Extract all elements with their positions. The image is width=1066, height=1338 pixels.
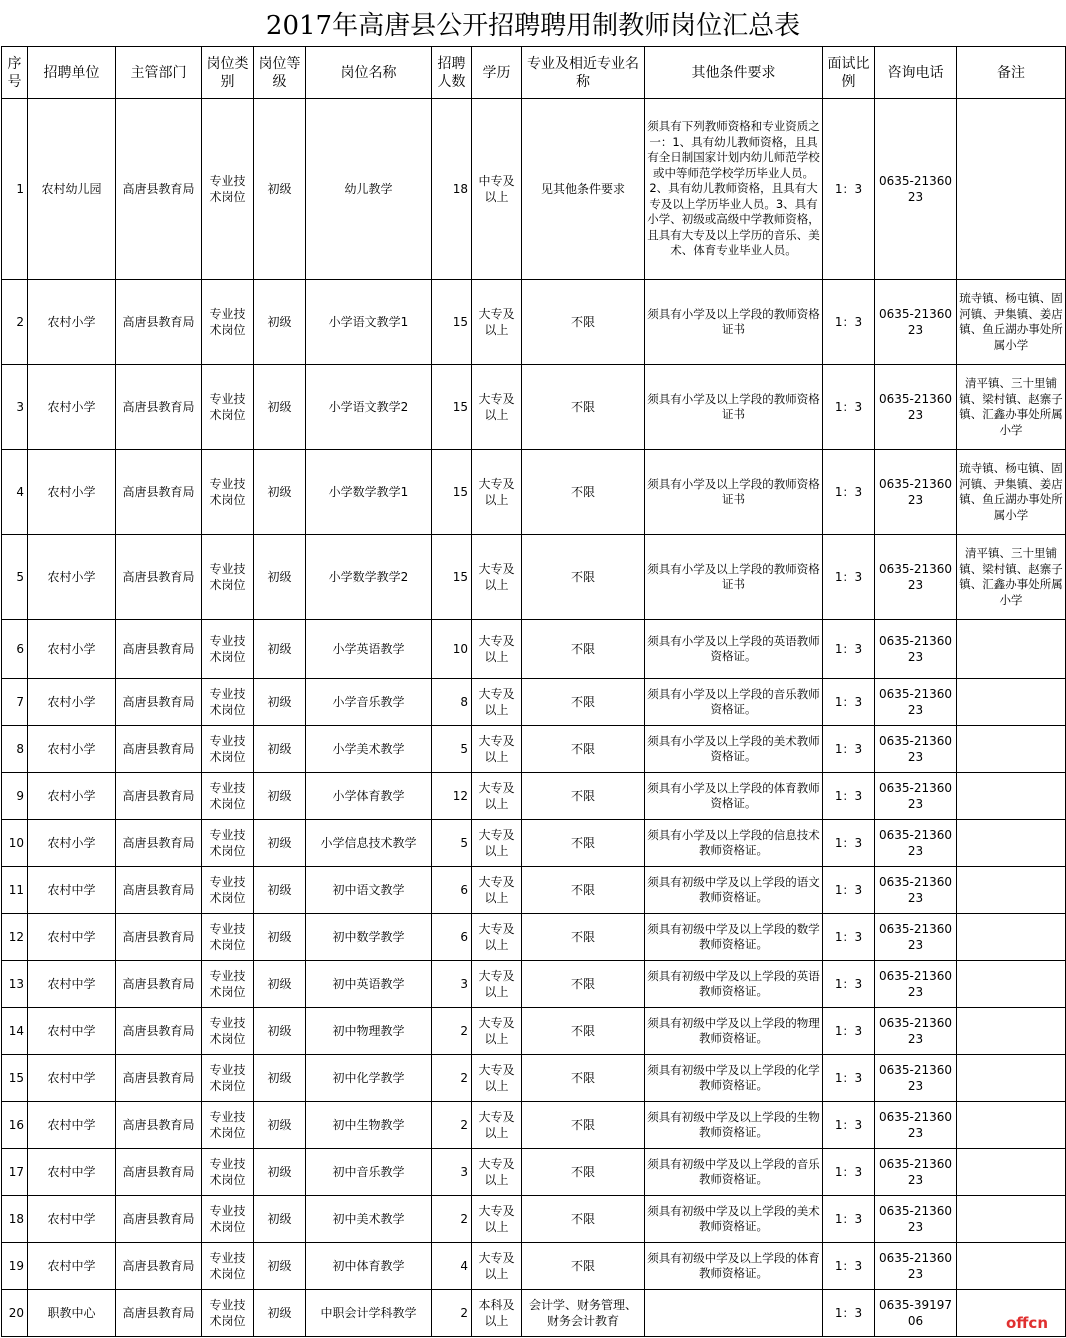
cell-col-count: 2 <box>432 1290 472 1337</box>
cell-col-category: 专业技术岗位 <box>202 820 254 867</box>
cell-col-conditions: 须具有初级中学及以上学段的物理教师资格证。 <box>645 1008 823 1055</box>
cell-col-index: 4 <box>2 450 28 535</box>
cell-col-count: 15 <box>432 280 472 365</box>
cell-col-major: 不限 <box>522 914 645 961</box>
cell-col-phone: 0635-2136023 <box>875 961 957 1008</box>
table-row <box>2 99 1066 280</box>
cell-col-ratio: 1：3 <box>823 280 875 365</box>
cell-col-position: 幼儿教学 <box>306 99 432 280</box>
cell-col-remarks <box>957 1243 1066 1290</box>
cell-col-remarks <box>957 867 1066 914</box>
cell-col-major: 不限 <box>522 773 645 820</box>
cell-col-grade: 初级 <box>254 99 306 280</box>
cell-col-conditions: 须具有下列教师资格和专业资质之一：1、具有幼儿教师资格，且具有全日制国家计划内幼儿师范学校或中等师范学校学历毕业人员。2、具有幼儿教师资格，且具有大专及以上学历毕业人员。3、具有小学、初级或高级中学教师资格，且具有大专及以上学历的音乐、美术、体育专业毕业人员。 <box>645 99 823 280</box>
cell-col-remarks <box>957 1008 1066 1055</box>
cell-col-education: 大专及以上 <box>472 1008 522 1055</box>
cell-col-phone: 0635-2136023 <box>875 1149 957 1196</box>
cell-col-ratio: 1：3 <box>823 867 875 914</box>
cell-col-index: 11 <box>2 867 28 914</box>
cell-col-remarks: 清平镇、三十里铺镇、梁村镇、赵寨子镇、汇鑫办事处所属小学 <box>957 365 1066 450</box>
cell-col-position: 小学音乐教学 <box>306 679 432 726</box>
cell-col-conditions: 须具有小学及以上学段的教师资格证书 <box>645 535 823 620</box>
cell-col-grade: 初级 <box>254 280 306 365</box>
cell-col-position: 初中物理教学 <box>306 1008 432 1055</box>
cell-col-count: 8 <box>432 679 472 726</box>
cell-col-count: 3 <box>432 961 472 1008</box>
cell-col-position: 小学英语教学 <box>306 620 432 679</box>
cell-col-index: 1 <box>2 99 28 280</box>
cell-col-ratio: 1：3 <box>823 679 875 726</box>
cell-col-index: 14 <box>2 1008 28 1055</box>
cell-col-education: 大专及以上 <box>472 679 522 726</box>
cell-col-conditions: 须具有初级中学及以上学段的音乐教师资格证。 <box>645 1149 823 1196</box>
cell-col-count: 2 <box>432 1102 472 1149</box>
cell-col-count: 15 <box>432 365 472 450</box>
cell-col-dept: 高唐县教育局 <box>116 914 202 961</box>
cell-col-major: 不限 <box>522 450 645 535</box>
cell-col-ratio: 1：3 <box>823 1055 875 1102</box>
cell-col-conditions: 须具有初级中学及以上学段的美术教师资格证。 <box>645 1196 823 1243</box>
cell-col-conditions <box>645 1290 823 1337</box>
cell-col-category: 专业技术岗位 <box>202 914 254 961</box>
cell-col-remarks <box>957 1149 1066 1196</box>
table-row <box>2 280 1066 365</box>
cell-col-conditions: 须具有初级中学及以上学段的数学教师资格证。 <box>645 914 823 961</box>
cell-col-count: 6 <box>432 914 472 961</box>
cell-col-conditions: 须具有小学及以上学段的体育教师资格证。 <box>645 773 823 820</box>
cell-col-major: 不限 <box>522 1055 645 1102</box>
cell-col-grade: 初级 <box>254 535 306 620</box>
table-row <box>2 1008 1066 1055</box>
cell-col-phone: 0635-2136023 <box>875 1243 957 1290</box>
cell-col-position: 初中英语教学 <box>306 961 432 1008</box>
header-col-position: 岗位名称 <box>306 47 432 99</box>
table-row <box>2 1055 1066 1102</box>
header-col-phone: 咨询电话 <box>875 47 957 99</box>
cell-col-unit: 农村中学 <box>28 1243 116 1290</box>
cell-col-major: 不限 <box>522 867 645 914</box>
cell-col-grade: 初级 <box>254 1008 306 1055</box>
cell-col-ratio: 1：3 <box>823 820 875 867</box>
cell-col-position: 初中语文教学 <box>306 867 432 914</box>
cell-col-dept: 高唐县教育局 <box>116 1196 202 1243</box>
table-row <box>2 535 1066 620</box>
cell-col-education: 大专及以上 <box>472 1243 522 1290</box>
cell-col-remarks: 琉寺镇、杨屯镇、固河镇、尹集镇、姜店镇、鱼丘湖办事处所属小学 <box>957 450 1066 535</box>
cell-col-count: 4 <box>432 1243 472 1290</box>
cell-col-phone: 0635-2136023 <box>875 726 957 773</box>
cell-col-remarks <box>957 961 1066 1008</box>
cell-col-education: 大专及以上 <box>472 365 522 450</box>
header-col-education: 学历 <box>472 47 522 99</box>
cell-col-phone: 0635-2136023 <box>875 1008 957 1055</box>
cell-col-category: 专业技术岗位 <box>202 773 254 820</box>
cell-col-position: 初中美术教学 <box>306 1196 432 1243</box>
cell-col-conditions: 须具有小学及以上学段的信息技术教师资格证。 <box>645 820 823 867</box>
table-header-row <box>2 47 1066 99</box>
cell-col-ratio: 1：3 <box>823 914 875 961</box>
header-col-category: 岗位类别 <box>202 47 254 99</box>
cell-col-index: 6 <box>2 620 28 679</box>
cell-col-count: 12 <box>432 773 472 820</box>
cell-col-ratio: 1：3 <box>823 99 875 280</box>
cell-col-unit: 农村中学 <box>28 1102 116 1149</box>
page-title: 2017年高唐县公开招聘聘用制教师岗位汇总表 <box>265 10 801 41</box>
cell-col-dept: 高唐县教育局 <box>116 99 202 280</box>
cell-col-unit: 职教中心 <box>28 1290 116 1337</box>
cell-col-major: 见其他条件要求 <box>522 99 645 280</box>
cell-col-conditions: 须具有小学及以上学段的教师资格证书 <box>645 450 823 535</box>
cell-col-education: 大专及以上 <box>472 1196 522 1243</box>
cell-col-unit: 农村中学 <box>28 961 116 1008</box>
table-row <box>2 726 1066 773</box>
cell-col-position: 初中音乐教学 <box>306 1149 432 1196</box>
cell-col-grade: 初级 <box>254 1102 306 1149</box>
cell-col-dept: 高唐县教育局 <box>116 450 202 535</box>
cell-col-phone: 0635-2136023 <box>875 535 957 620</box>
cell-col-education: 大专及以上 <box>472 1149 522 1196</box>
cell-col-grade: 初级 <box>254 820 306 867</box>
cell-col-conditions: 须具有初级中学及以上学段的语文教师资格证。 <box>645 867 823 914</box>
cell-col-index: 13 <box>2 961 28 1008</box>
cell-col-phone: 0635-2136023 <box>875 365 957 450</box>
cell-col-major: 不限 <box>522 726 645 773</box>
table-row <box>2 1149 1066 1196</box>
cell-col-unit: 农村小学 <box>28 535 116 620</box>
cell-col-phone: 0635-2136023 <box>875 1055 957 1102</box>
cell-col-position: 小学体育教学 <box>306 773 432 820</box>
cell-col-phone: 0635-2136023 <box>875 914 957 961</box>
cell-col-grade: 初级 <box>254 1290 306 1337</box>
cell-col-unit: 农村中学 <box>28 867 116 914</box>
cell-col-education: 大专及以上 <box>472 914 522 961</box>
cell-col-phone: 0635-2136023 <box>875 1102 957 1149</box>
cell-col-phone: 0635-2136023 <box>875 773 957 820</box>
cell-col-grade: 初级 <box>254 961 306 1008</box>
cell-col-phone: 0635-2136023 <box>875 620 957 679</box>
cell-col-ratio: 1：3 <box>823 1290 875 1337</box>
cell-col-remarks <box>957 1102 1066 1149</box>
cell-col-conditions: 须具有初级中学及以上学段的生物教师资格证。 <box>645 1102 823 1149</box>
header-col-ratio: 面试比例 <box>823 47 875 99</box>
cell-col-phone: 0635-2136023 <box>875 450 957 535</box>
cell-col-education: 大专及以上 <box>472 867 522 914</box>
cell-col-count: 3 <box>432 1149 472 1196</box>
cell-col-grade: 初级 <box>254 1243 306 1290</box>
cell-col-remarks <box>957 820 1066 867</box>
cell-col-index: 8 <box>2 726 28 773</box>
cell-col-grade: 初级 <box>254 365 306 450</box>
cell-col-index: 7 <box>2 679 28 726</box>
header-col-unit: 招聘单位 <box>28 47 116 99</box>
cell-col-dept: 高唐县教育局 <box>116 620 202 679</box>
cell-col-ratio: 1：3 <box>823 450 875 535</box>
cell-col-remarks <box>957 620 1066 679</box>
cell-col-dept: 高唐县教育局 <box>116 726 202 773</box>
header-col-remarks: 备注 <box>957 47 1066 99</box>
cell-col-index: 10 <box>2 820 28 867</box>
cell-col-phone: 0635-3919706 <box>875 1290 957 1337</box>
header-col-major: 专业及相近专业名称 <box>522 47 645 99</box>
cell-col-major: 不限 <box>522 1149 645 1196</box>
table-row <box>2 1196 1066 1243</box>
cell-col-category: 专业技术岗位 <box>202 1055 254 1102</box>
cell-col-major: 不限 <box>522 1008 645 1055</box>
table-row <box>2 450 1066 535</box>
cell-col-ratio: 1：3 <box>823 1243 875 1290</box>
cell-col-position: 中职会计学科教学 <box>306 1290 432 1337</box>
cell-col-dept: 高唐县教育局 <box>116 679 202 726</box>
cell-col-dept: 高唐县教育局 <box>116 280 202 365</box>
cell-col-unit: 农村小学 <box>28 773 116 820</box>
cell-col-conditions: 须具有初级中学及以上学段的化学教师资格证。 <box>645 1055 823 1102</box>
cell-col-major: 不限 <box>522 1243 645 1290</box>
cell-col-education: 大专及以上 <box>472 1055 522 1102</box>
cell-col-phone: 0635-2136023 <box>875 867 957 914</box>
cell-col-position: 小学数学教学1 <box>306 450 432 535</box>
cell-col-unit: 农村小学 <box>28 365 116 450</box>
cell-col-count: 2 <box>432 1008 472 1055</box>
cell-col-remarks <box>957 1055 1066 1102</box>
cell-col-count: 5 <box>432 726 472 773</box>
cell-col-position: 小学语文教学1 <box>306 280 432 365</box>
header-col-index: 序号 <box>2 47 28 99</box>
cell-col-remarks <box>957 679 1066 726</box>
cell-col-dept: 高唐县教育局 <box>116 773 202 820</box>
cell-col-education: 大专及以上 <box>472 535 522 620</box>
header-col-grade: 岗位等级 <box>254 47 306 99</box>
cell-col-major: 不限 <box>522 961 645 1008</box>
cell-col-ratio: 1：3 <box>823 1008 875 1055</box>
cell-col-category: 专业技术岗位 <box>202 726 254 773</box>
cell-col-remarks <box>957 773 1066 820</box>
table-row <box>2 961 1066 1008</box>
cell-col-dept: 高唐县教育局 <box>116 1055 202 1102</box>
cell-col-position: 小学信息技术教学 <box>306 820 432 867</box>
cell-col-major: 不限 <box>522 365 645 450</box>
cell-col-category: 专业技术岗位 <box>202 620 254 679</box>
cell-col-index: 17 <box>2 1149 28 1196</box>
watermark-logo: offcn <box>1005 1314 1048 1332</box>
cell-col-grade: 初级 <box>254 773 306 820</box>
cell-col-remarks <box>957 99 1066 280</box>
table-row <box>2 365 1066 450</box>
header-col-count: 招聘人数 <box>432 47 472 99</box>
table-row <box>2 1102 1066 1149</box>
cell-col-dept: 高唐县教育局 <box>116 1290 202 1337</box>
cell-col-unit: 农村小学 <box>28 450 116 535</box>
cell-col-position: 初中数学教学 <box>306 914 432 961</box>
cell-col-major: 不限 <box>522 620 645 679</box>
cell-col-unit: 农村中学 <box>28 1008 116 1055</box>
cell-col-index: 18 <box>2 1196 28 1243</box>
cell-col-index: 20 <box>2 1290 28 1337</box>
table-row <box>2 914 1066 961</box>
cell-col-remarks: 琉寺镇、杨屯镇、固河镇、尹集镇、姜店镇、鱼丘湖办事处所属小学 <box>957 280 1066 365</box>
cell-col-unit: 农村中学 <box>28 1196 116 1243</box>
cell-col-education: 大专及以上 <box>472 450 522 535</box>
cell-col-phone: 0635-2136023 <box>875 679 957 726</box>
cell-col-index: 5 <box>2 535 28 620</box>
cell-col-education: 大专及以上 <box>472 1102 522 1149</box>
cell-col-index: 15 <box>2 1055 28 1102</box>
cell-col-count: 6 <box>432 867 472 914</box>
cell-col-unit: 农村小学 <box>28 620 116 679</box>
cell-col-ratio: 1：3 <box>823 773 875 820</box>
header-col-conditions: 其他条件要求 <box>645 47 823 99</box>
cell-col-dept: 高唐县教育局 <box>116 535 202 620</box>
cell-col-position: 小学数学教学2 <box>306 535 432 620</box>
cell-col-category: 专业技术岗位 <box>202 1290 254 1337</box>
cell-col-phone: 0635-2136023 <box>875 99 957 280</box>
cell-col-unit: 农村中学 <box>28 1149 116 1196</box>
cell-col-major: 不限 <box>522 280 645 365</box>
cell-col-unit: 农村幼儿园 <box>28 99 116 280</box>
cell-col-dept: 高唐县教育局 <box>116 867 202 914</box>
cell-col-count: 15 <box>432 450 472 535</box>
cell-col-grade: 初级 <box>254 1196 306 1243</box>
cell-col-category: 专业技术岗位 <box>202 365 254 450</box>
cell-col-dept: 高唐县教育局 <box>116 1102 202 1149</box>
cell-col-unit: 农村中学 <box>28 1055 116 1102</box>
cell-col-education: 大专及以上 <box>472 280 522 365</box>
cell-col-phone: 0635-2136023 <box>875 1196 957 1243</box>
cell-col-count: 2 <box>432 1055 472 1102</box>
cell-col-grade: 初级 <box>254 620 306 679</box>
table-row <box>2 679 1066 726</box>
header-col-dept: 主管部门 <box>116 47 202 99</box>
cell-col-education: 大专及以上 <box>472 620 522 679</box>
cell-col-major: 不限 <box>522 1102 645 1149</box>
cell-col-conditions: 须具有小学及以上学段的音乐教师资格证。 <box>645 679 823 726</box>
cell-col-remarks <box>957 914 1066 961</box>
cell-col-phone: 0635-2136023 <box>875 280 957 365</box>
cell-col-education: 中专及以上 <box>472 99 522 280</box>
cell-col-education: 大专及以上 <box>472 820 522 867</box>
table-body <box>2 99 1066 1337</box>
cell-col-unit: 农村小学 <box>28 679 116 726</box>
table-row <box>2 1243 1066 1290</box>
cell-col-dept: 高唐县教育局 <box>116 1149 202 1196</box>
cell-col-ratio: 1：3 <box>823 961 875 1008</box>
cell-col-index: 3 <box>2 365 28 450</box>
cell-col-category: 专业技术岗位 <box>202 1196 254 1243</box>
cell-col-index: 2 <box>2 280 28 365</box>
cell-col-category: 专业技术岗位 <box>202 535 254 620</box>
cell-col-index: 9 <box>2 773 28 820</box>
cell-col-dept: 高唐县教育局 <box>116 961 202 1008</box>
cell-col-dept: 高唐县教育局 <box>116 365 202 450</box>
table-row <box>2 620 1066 679</box>
cell-col-ratio: 1：3 <box>823 620 875 679</box>
cell-col-dept: 高唐县教育局 <box>116 820 202 867</box>
table-row <box>2 820 1066 867</box>
cell-col-phone: 0635-2136023 <box>875 820 957 867</box>
cell-col-count: 2 <box>432 1196 472 1243</box>
cell-col-major: 不限 <box>522 820 645 867</box>
cell-col-position: 初中生物教学 <box>306 1102 432 1149</box>
cell-col-unit: 农村小学 <box>28 820 116 867</box>
cell-col-conditions: 须具有小学及以上学段的教师资格证书 <box>645 365 823 450</box>
cell-col-education: 大专及以上 <box>472 726 522 773</box>
cell-col-conditions: 须具有初级中学及以上学段的体育教师资格证。 <box>645 1243 823 1290</box>
cell-col-unit: 农村小学 <box>28 280 116 365</box>
cell-col-conditions: 须具有小学及以上学段的美术教师资格证。 <box>645 726 823 773</box>
cell-col-index: 19 <box>2 1243 28 1290</box>
cell-col-position: 小学语文教学2 <box>306 365 432 450</box>
cell-col-unit: 农村小学 <box>28 726 116 773</box>
cell-col-ratio: 1：3 <box>823 1149 875 1196</box>
cell-col-count: 5 <box>432 820 472 867</box>
cell-col-major: 不限 <box>522 535 645 620</box>
cell-col-category: 专业技术岗位 <box>202 1008 254 1055</box>
cell-col-education: 本科及以上 <box>472 1290 522 1337</box>
cell-col-position: 初中化学教学 <box>306 1055 432 1102</box>
cell-col-education: 大专及以上 <box>472 773 522 820</box>
cell-col-ratio: 1：3 <box>823 535 875 620</box>
cell-col-dept: 高唐县教育局 <box>116 1243 202 1290</box>
cell-col-count: 18 <box>432 99 472 280</box>
cell-col-remarks: 清平镇、三十里铺镇、梁村镇、赵寨子镇、汇鑫办事处所属小学 <box>957 535 1066 620</box>
cell-col-ratio: 1：3 <box>823 726 875 773</box>
cell-col-index: 12 <box>2 914 28 961</box>
cell-col-category: 专业技术岗位 <box>202 450 254 535</box>
cell-col-ratio: 1：3 <box>823 1196 875 1243</box>
cell-col-category: 专业技术岗位 <box>202 679 254 726</box>
cell-col-conditions: 须具有小学及以上学段的教师资格证书 <box>645 280 823 365</box>
positions-table <box>1 46 1066 1337</box>
cell-col-grade: 初级 <box>254 726 306 773</box>
cell-col-category: 专业技术岗位 <box>202 961 254 1008</box>
cell-col-major: 会计学、财务管理、财务会计教育 <box>522 1290 645 1337</box>
cell-col-unit: 农村中学 <box>28 914 116 961</box>
cell-col-major: 不限 <box>522 1196 645 1243</box>
cell-col-category: 专业技术岗位 <box>202 867 254 914</box>
cell-col-dept: 高唐县教育局 <box>116 1008 202 1055</box>
cell-col-position: 初中体育教学 <box>306 1243 432 1290</box>
cell-col-category: 专业技术岗位 <box>202 1149 254 1196</box>
cell-col-education: 大专及以上 <box>472 961 522 1008</box>
cell-col-index: 16 <box>2 1102 28 1149</box>
cell-col-count: 10 <box>432 620 472 679</box>
table-row <box>2 773 1066 820</box>
cell-col-count: 15 <box>432 535 472 620</box>
cell-col-category: 专业技术岗位 <box>202 1102 254 1149</box>
cell-col-position: 小学美术教学 <box>306 726 432 773</box>
cell-col-conditions: 须具有初级中学及以上学段的英语教师资格证。 <box>645 961 823 1008</box>
cell-col-grade: 初级 <box>254 867 306 914</box>
cell-col-remarks <box>957 726 1066 773</box>
cell-col-major: 不限 <box>522 679 645 726</box>
cell-col-category: 专业技术岗位 <box>202 1243 254 1290</box>
cell-col-ratio: 1：3 <box>823 365 875 450</box>
cell-col-grade: 初级 <box>254 1055 306 1102</box>
table-row <box>2 867 1066 914</box>
cell-col-ratio: 1：3 <box>823 1102 875 1149</box>
cell-col-grade: 初级 <box>254 1149 306 1196</box>
cell-col-grade: 初级 <box>254 679 306 726</box>
cell-col-grade: 初级 <box>254 450 306 535</box>
cell-col-category: 专业技术岗位 <box>202 280 254 365</box>
table-row <box>2 1290 1066 1337</box>
cell-col-remarks <box>957 1196 1066 1243</box>
cell-col-category: 专业技术岗位 <box>202 99 254 280</box>
cell-col-conditions: 须具有小学及以上学段的英语教师资格证。 <box>645 620 823 679</box>
cell-col-grade: 初级 <box>254 914 306 961</box>
